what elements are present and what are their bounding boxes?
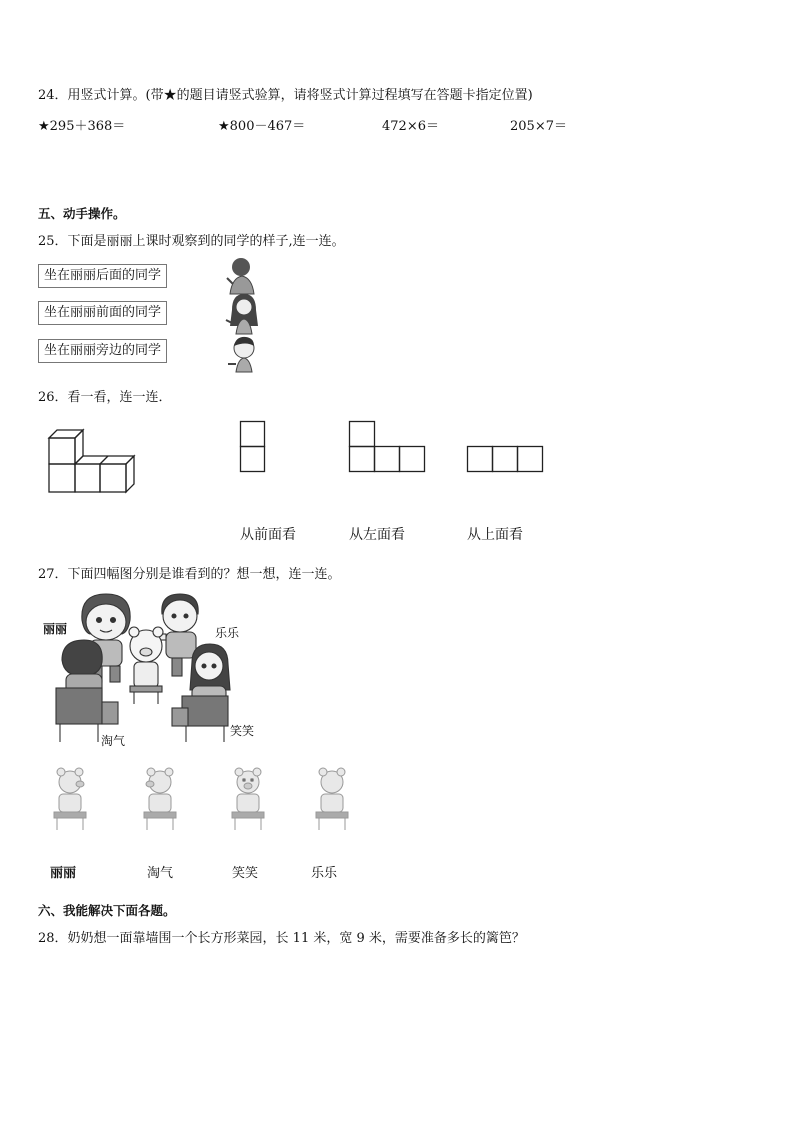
calc-item-3: 472×6＝ — [382, 119, 439, 134]
question-26-text: 26．看一看，连一连． — [38, 390, 172, 405]
calc-item-2: ★800－467＝ — [218, 119, 306, 134]
children-around-toy-scene — [42, 590, 255, 748]
name-label-lili[interactable]: 丽丽 — [50, 866, 77, 881]
option-box-side[interactable]: 坐在丽丽旁边的同学 — [38, 339, 167, 363]
l-shape-view[interactable] — [349, 421, 427, 473]
question-27-text: 27．下面四幅图分别是谁看到的？想一想，连一连。 — [38, 567, 341, 582]
section-5-heading: 五、动手操作。 — [38, 206, 126, 221]
pig-view-back-picture[interactable] — [312, 768, 352, 832]
pig-view-right-side-picture[interactable] — [50, 768, 90, 832]
question-25-text: 25．下面是丽丽上课时观察到的同学的样子,连一连。 — [38, 234, 345, 249]
name-label-xiaoxiao[interactable]: 笑笑 — [232, 866, 259, 881]
two-square-vertical-view[interactable] — [240, 421, 266, 473]
option-box-behind[interactable]: 坐在丽丽后面的同学 — [38, 264, 167, 288]
view-label-top[interactable]: 从上面看 — [467, 527, 523, 543]
calc-item-1: ★295＋368＝ — [38, 119, 126, 134]
calc-item-4: 205×7＝ — [510, 119, 567, 134]
three-square-row-view[interactable] — [467, 446, 545, 473]
name-label-lele[interactable]: 乐乐 — [311, 866, 338, 881]
scene-label-lele: 乐乐 — [215, 626, 240, 640]
pig-view-left-side-picture[interactable] — [140, 768, 180, 832]
view-label-left[interactable]: 从左面看 — [349, 527, 405, 543]
cube-stack-figure — [48, 428, 138, 494]
boy-side-view-picture[interactable] — [226, 334, 262, 374]
scene-label-xiaoxiao: 笑笑 — [230, 724, 255, 738]
view-label-front[interactable]: 从前面看 — [240, 527, 296, 543]
girl-front-view-picture[interactable] — [224, 292, 264, 334]
option-box-front[interactable]: 坐在丽丽前面的同学 — [38, 301, 167, 325]
question-24-text: 24．用竖式计算。(带★的题目请竖式验算，请将竖式计算过程填写在答题卡指定位置) — [38, 88, 533, 103]
question-28-text: 28．奶奶想一面靠墙围一个长方形菜园，长 11 米，宽 9 米，需要准备多长的篱笆？ — [38, 931, 525, 946]
section-6-heading: 六、我能解决下面各题。 — [38, 903, 176, 918]
pig-view-front-picture[interactable] — [228, 768, 268, 832]
name-label-taoqi[interactable]: 淘气 — [147, 866, 174, 881]
scene-label-lili: 丽丽 — [43, 622, 68, 636]
scene-label-taoqi: 淘气 — [101, 734, 126, 748]
child-back-view-picture[interactable] — [220, 254, 260, 294]
